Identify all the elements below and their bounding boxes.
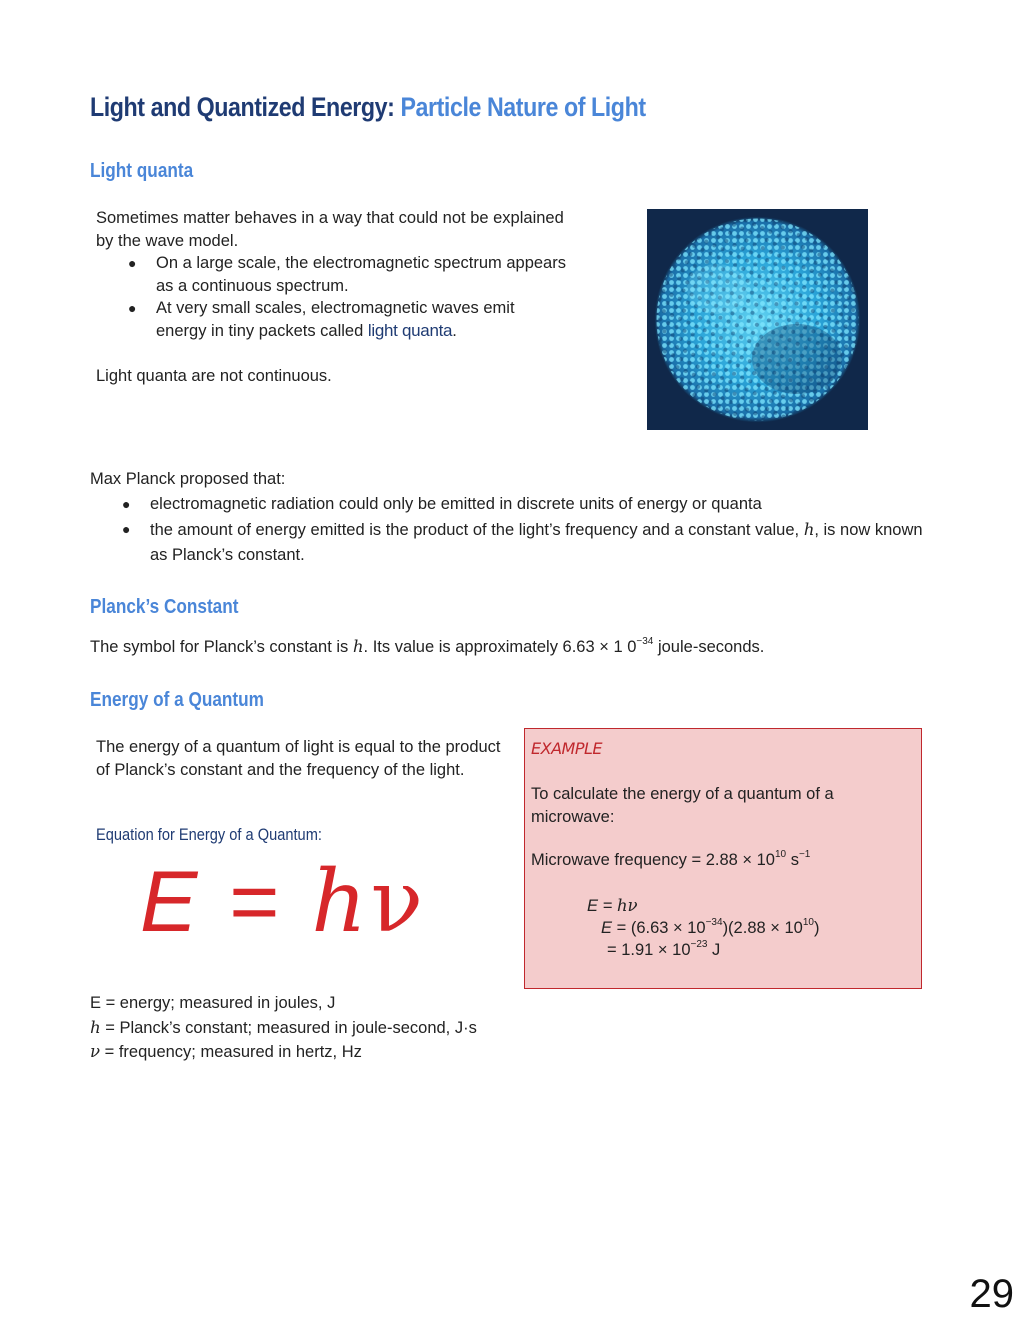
legend-text: = Planck’s constant; measured in joule-second, J·s (105, 1018, 477, 1037)
nu-symbol: ν (90, 1042, 101, 1061)
list-item: ● At very small scales, electromagnetic waves emit energy in tiny packets called light quanta. (128, 299, 515, 340)
text-part: = (6.63 × 10 (612, 919, 706, 937)
title-main: Light and Quantized Energy: (90, 92, 395, 122)
equation-equals: = (229, 854, 284, 950)
list-item: ● On a large scale, the electromagnetic spectrum appears as a continuous spectrum. (128, 254, 566, 295)
light-quanta-text (96, 207, 566, 388)
section-heading-planck-constant: Planck’s Constant (90, 596, 239, 618)
text-part: = 1.91 × 10 (607, 941, 691, 959)
bullet-text-end: , is now known as Planck’s constant. (150, 521, 923, 564)
page-title (90, 92, 646, 123)
energy-quantum-text: The energy of a quantum of light is equal to the product of Planck’s constant and the frequency of the light. (96, 738, 501, 779)
text-part: joule-seconds. (657, 638, 765, 656)
section-heading-light-quanta: Light quanta (90, 160, 194, 182)
planck-symbol: ℎ (352, 637, 364, 656)
list-item: ● the amount of energy emitted is the product of the light’s frequency and a constant value, ℎ, is now known as Planck’s constant. (122, 520, 923, 564)
bullet-end: . (452, 321, 457, 340)
quanta-photo (647, 209, 868, 430)
text-part: The symbol for Planck’s constant is (90, 638, 349, 656)
unit: s (790, 851, 799, 869)
planck-proposal (90, 467, 930, 568)
planck-constant-text (90, 636, 990, 659)
equation-legend (90, 992, 530, 1065)
planck-symbol: ℎ (90, 1017, 101, 1037)
text-part: J (707, 941, 721, 959)
example-line2 (601, 917, 819, 940)
legend-text: = frequency; measured in hertz, Hz (104, 1043, 362, 1061)
text-part: E = (587, 897, 617, 915)
bullet-text: At very small scales, electromagnetic waves emit energy in tiny packets called (156, 299, 515, 340)
legend-planck (90, 1016, 530, 1041)
example-tag: EXAMPLE (531, 739, 602, 758)
bullet-text: electromagnetic radiation could only be emitted in discrete units of energy or quanta (150, 495, 762, 513)
hv-symbol: ℎν (616, 896, 638, 915)
exponent: −1 (798, 848, 811, 860)
title-accent: Particle Nature of Light (400, 92, 646, 122)
page-number: 29 (969, 1272, 1014, 1316)
light-quanta-intro: Sometimes matter behaves in a way that could not be explained by the wave model. (96, 209, 564, 250)
exponent: 10 (802, 916, 814, 928)
light-quanta-bullets (96, 252, 566, 342)
planck-intro: Max Planck proposed that: (90, 470, 286, 488)
exponent: −23 (690, 938, 708, 950)
section-heading-energy-quantum: Energy of a Quantum (90, 689, 264, 711)
equation-label: Equation for Energy of a Quantum: (96, 825, 322, 844)
list-item: ● electromagnetic radiation could only be emitted in discrete units of energy or quanta (122, 495, 762, 513)
highlight-term: light quanta (367, 320, 453, 340)
energy-equation (140, 852, 427, 952)
example-line3 (607, 939, 720, 962)
text-part: Microwave frequency = 2.88 × 10 (531, 851, 775, 869)
equation-e: E (140, 854, 202, 950)
example-intro: To calculate the energy of a quantum of a microwave: (531, 785, 834, 826)
example-box (524, 728, 922, 989)
light-quanta-closing: Light quanta are not continuous. (96, 367, 332, 385)
exponent: −34 (705, 916, 723, 928)
exponent: −34 (636, 635, 654, 647)
legend-energy: E = energy; measured in joules, J (90, 994, 336, 1012)
planck-bullets (90, 492, 930, 568)
planck-symbol: ℎ (803, 520, 815, 539)
quanta-image (647, 209, 868, 430)
text-part: )(2.88 × 10 (722, 919, 803, 937)
text-part: E (601, 919, 613, 937)
bullet-text: the amount of energy emitted is the product of the light’s frequency and a constant value, (150, 521, 800, 539)
bullet-text: On a large scale, the electromagnetic spectrum appears as a continuous spectrum. (156, 254, 566, 295)
example-line1 (587, 895, 637, 918)
text-part: . Its value is approximately 6.63 × 1 0 (363, 638, 637, 656)
example-frequency (531, 849, 810, 872)
text-part: ) (813, 919, 820, 937)
exponent: 10 (774, 848, 787, 860)
equation-hv: ℎν (311, 852, 428, 952)
legend-frequency (90, 1040, 530, 1065)
